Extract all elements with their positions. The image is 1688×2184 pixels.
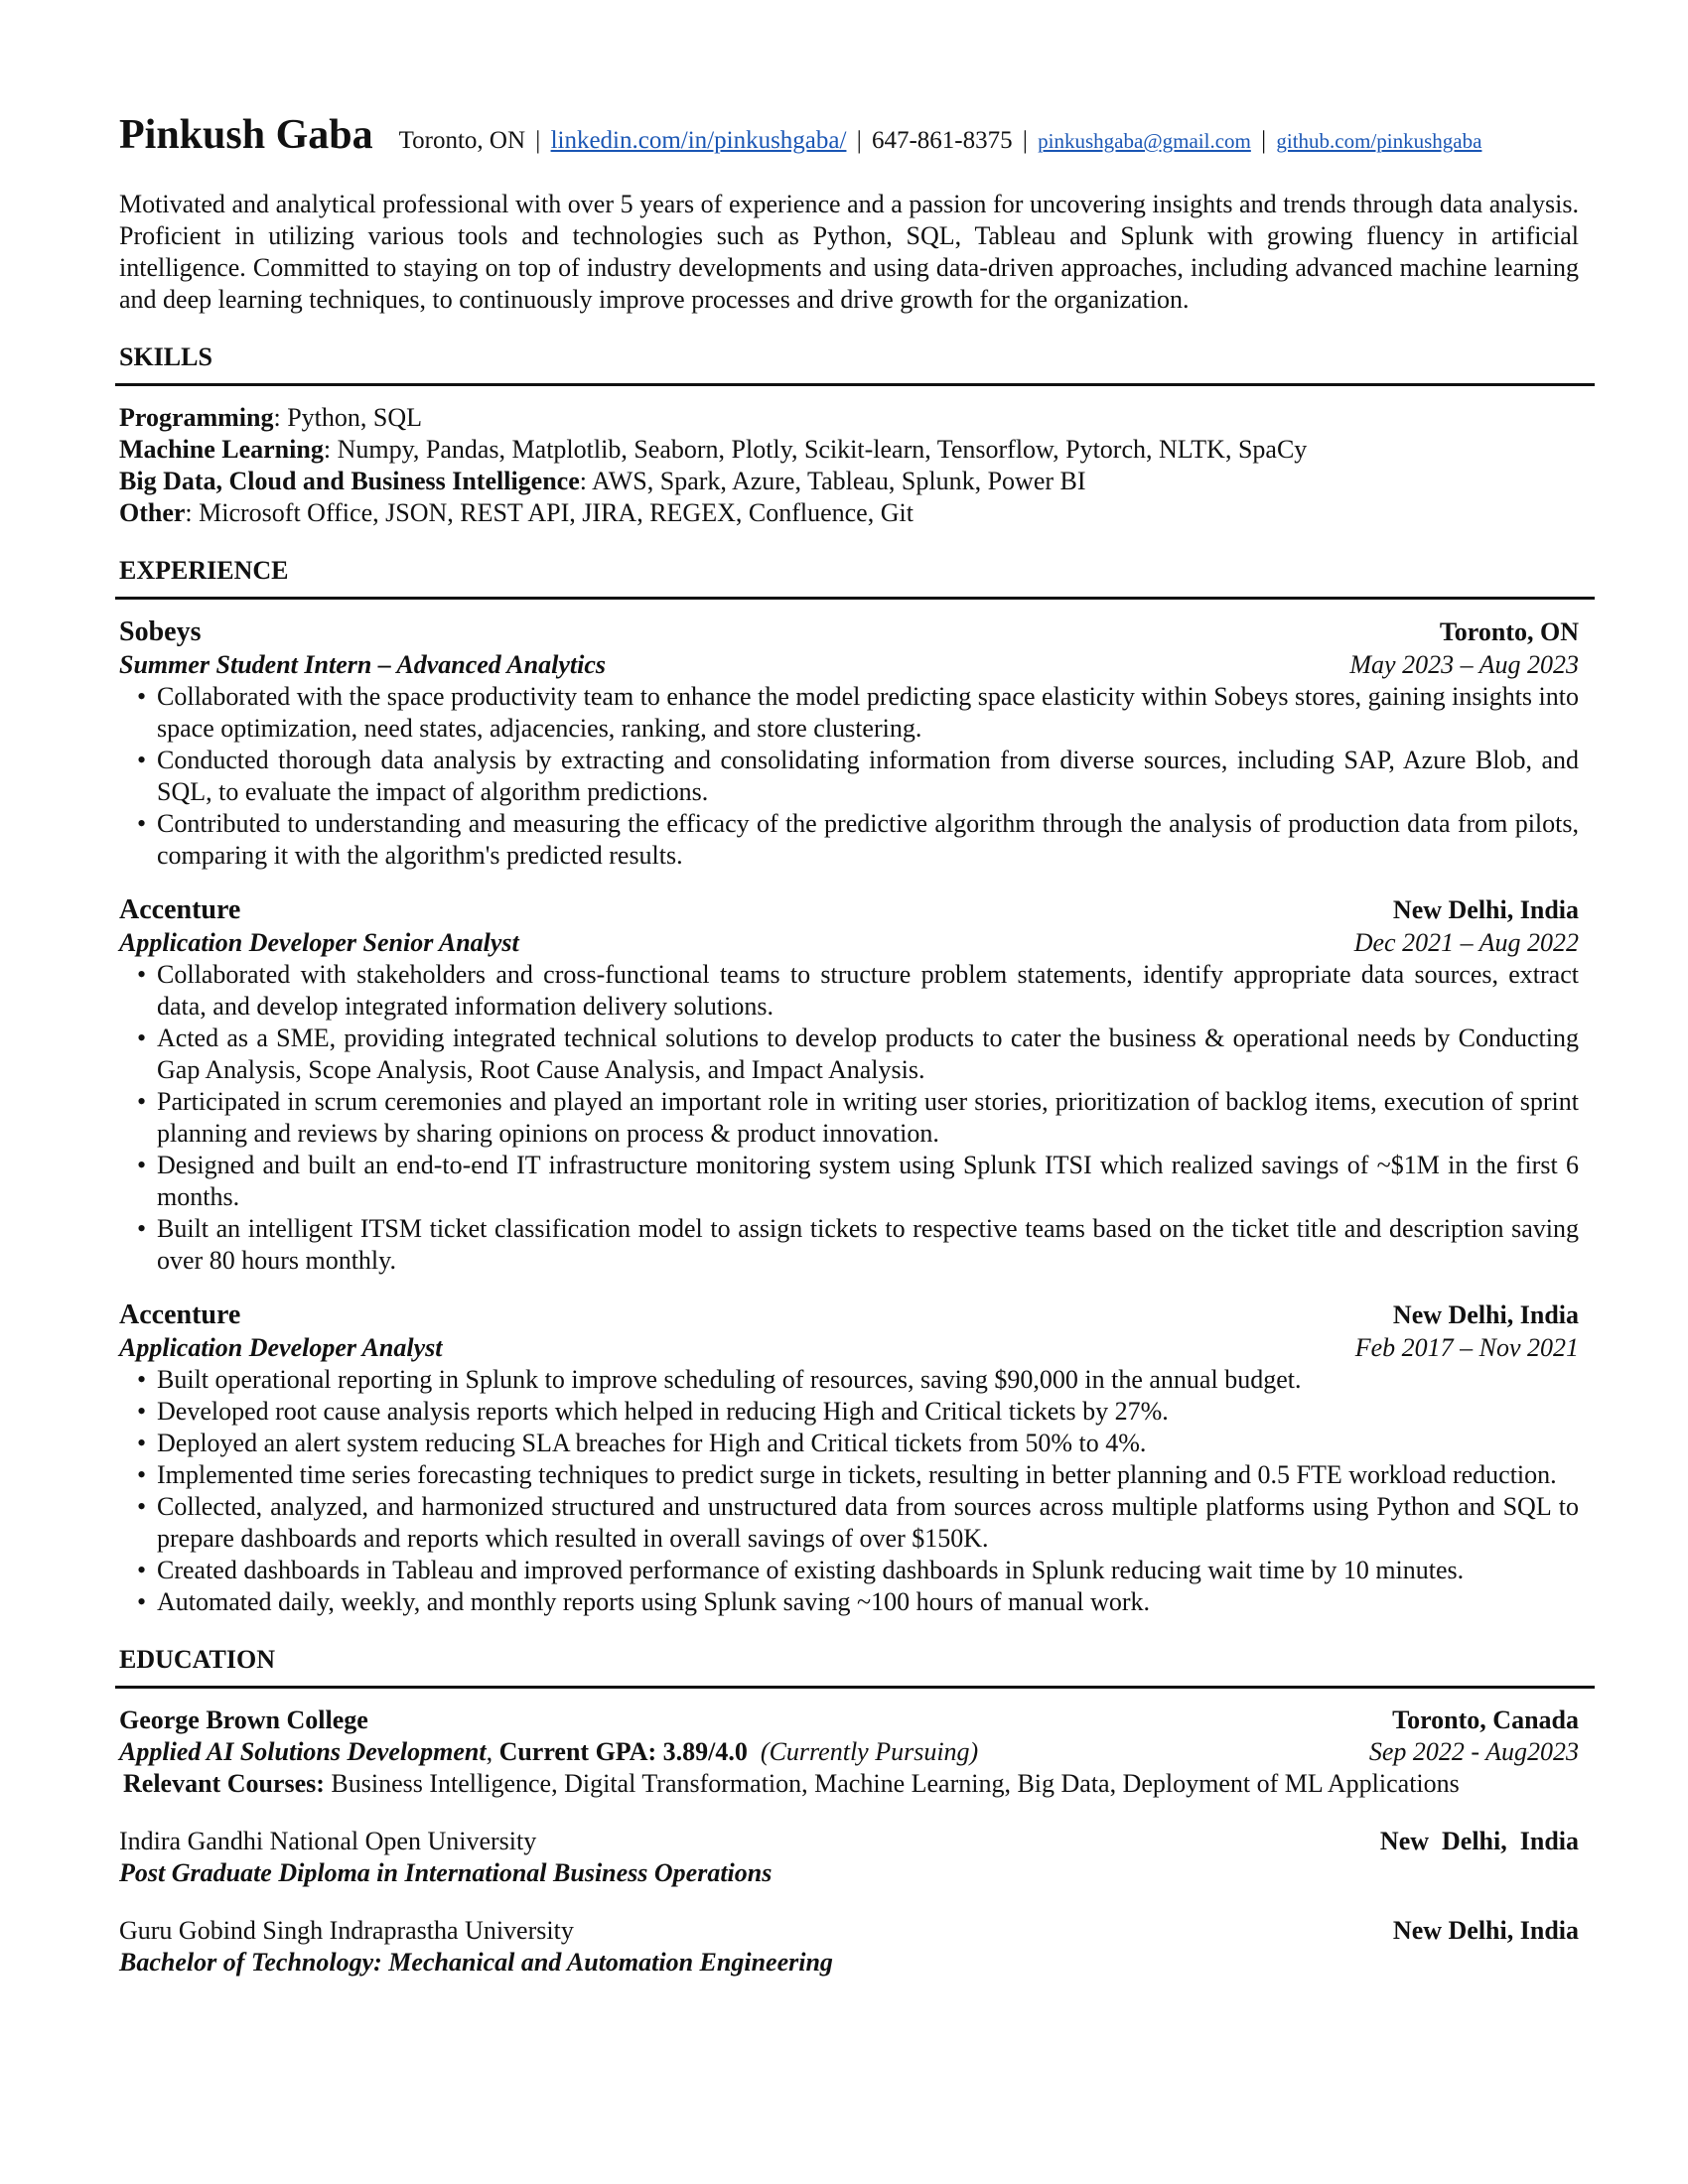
skill-label: Other: [119, 498, 186, 527]
resume-content: [119, 111, 1579, 2002]
skill-item-other: [119, 497, 1579, 529]
education-courses: [119, 1768, 1579, 1800]
bullet-text: Collected, analyzed, and harmonized structured and unstructured data from sources across multiple platforms using Python and SQL to prepare dashboards and reports which resulted in overall savings of over $150K.: [157, 1492, 1579, 1553]
job-subheader: [119, 1332, 1579, 1364]
list-item: [119, 1586, 1579, 1618]
job-accenture-analyst: [119, 1298, 1579, 1618]
list-item: [119, 959, 1579, 1023]
job-bullets: [119, 681, 1579, 872]
resume-header: [119, 111, 1579, 159]
bullet-icon: •: [137, 746, 147, 774]
bullet-icon: •: [137, 1492, 147, 1521]
job-location: Toronto, ON: [1439, 617, 1579, 646]
job-role: Application Developer Analyst: [119, 1333, 443, 1362]
github-link[interactable]: github.com/pinkushgaba: [1276, 129, 1482, 153]
list-item: [119, 1150, 1579, 1213]
education-heading: EDUCATION: [119, 1645, 275, 1674]
job-sobeys: [119, 615, 1579, 872]
bullet-text: Deployed an alert system reducing SLA breaches for High and Critical tickets from 50% to 4%.: [157, 1429, 1147, 1457]
job-subheader: [119, 649, 1579, 681]
bullet-text: Implemented time series forecasting techniques to predict surge in tickets, resulting in better planning and 0.5 FTE workload reduction.: [157, 1460, 1557, 1489]
education-header: [119, 1826, 1579, 1857]
education-school: Guru Gobind Singh Indraprastha University: [119, 1916, 574, 1945]
bullet-text: Collaborated with stakeholders and cross-functional teams to structure problem statements, identify appropriate data sources, extract data, and develop integrated information delivery solutions.: [157, 960, 1579, 1021]
list-item: [119, 681, 1579, 745]
bullet-icon: •: [137, 1214, 147, 1243]
list-item: [119, 1491, 1579, 1555]
job-role: Application Developer Senior Analyst: [119, 928, 519, 957]
separator: |: [1022, 127, 1028, 154]
education-degree: Applied AI Solutions Development: [119, 1737, 487, 1766]
skill-label: Big Data, Cloud and Business Intelligence: [119, 467, 580, 495]
courses-label: Relevant Courses:: [123, 1769, 325, 1798]
skill-item-big-data: [119, 466, 1579, 497]
education-gpa: Current GPA: 3.89/4.0: [498, 1737, 748, 1766]
job-subheader: [119, 927, 1579, 959]
summary-paragraph: Motivated and analytical professional with over 5 years of experience and a passion for uncovering insights and trends through data analysis. Proficient in utilizing various tools and technologies such as Python, SQL, Tableau and Splunk with growing fluency in artificial intelligence. Committed to staying on top of industry developments and using data-driven approaches, including advanced machine learning and deep learning techniques, to continuously improve processes and drive growth for the organization.: [119, 190, 1579, 314]
bullet-text: Built operational reporting in Splunk to improve scheduling of resources, saving $90,000 in the annual budget.: [157, 1365, 1302, 1394]
job-accenture-senior: [119, 893, 1579, 1277]
education-degree: Post Graduate Diploma in International Business Operations: [119, 1858, 773, 1887]
education-header: [119, 1705, 1579, 1736]
skill-label: Programming: [119, 403, 274, 432]
contact-line: [399, 125, 1482, 157]
skill-value: : Numpy, Pandas, Matplotlib, Seaborn, Plotly, Scikit-learn, Tensorflow, Pytorch, NLTK, SpaCy: [323, 435, 1308, 464]
bullet-text: Collaborated with the space productivity team to enhance the model predicting space elasticity within Sobeys stores, gaining insights into space optimization, need states, adjacencies, ranking, and store clustering.: [157, 682, 1579, 743]
contact-location: Toronto, ON: [398, 127, 526, 154]
job-bullets: [119, 1364, 1579, 1618]
email-link[interactable]: pinkushgaba@gmail.com: [1038, 129, 1251, 153]
bullet-icon: •: [137, 1024, 147, 1052]
job-location: New Delhi, India: [1392, 895, 1579, 924]
bullet-text: Acted as a SME, providing integrated technical solutions to develop products to cater the business & operational needs by Conducting Gap Analysis, Scope Analysis, Root Cause Analysis, and Impact Analysis.: [157, 1024, 1579, 1084]
job-dates: Dec 2021 – Aug 2022: [1353, 928, 1579, 957]
job-header: [119, 1298, 1579, 1332]
job-role: Summer Student Intern – Advanced Analytics: [119, 650, 606, 679]
skills-list: [119, 402, 1579, 529]
separator: |: [1261, 127, 1267, 154]
job-dates: May 2023 – Aug 2023: [1349, 650, 1579, 679]
section-divider: [115, 383, 1595, 386]
bullet-icon: •: [137, 809, 147, 838]
list-item: [119, 1396, 1579, 1428]
list-item: [119, 1213, 1579, 1277]
education-school: Indira Gandhi National Open University: [119, 1827, 537, 1855]
list-item: [119, 1459, 1579, 1491]
list-item: [119, 745, 1579, 808]
job-location: New Delhi, India: [1392, 1300, 1579, 1329]
bullet-text: Automated daily, weekly, and monthly reports using Splunk saving ~100 hours of manual work.: [157, 1587, 1150, 1616]
education-header: [119, 1915, 1579, 1947]
education-subheader: [119, 1736, 1579, 1768]
education-dates: Sep 2022 - Aug2023: [1368, 1737, 1579, 1766]
education-degree: Bachelor of Technology: Mechanical and Automation Engineering: [119, 1948, 833, 1977]
education-status: (Currently Pursuing): [760, 1737, 979, 1766]
list-item: [119, 1086, 1579, 1150]
list-item: [119, 1428, 1579, 1459]
skill-item-machine-learning: [119, 434, 1579, 466]
education-degree-line: Applied AI Solutions Development, Current GPA: 3.89/4.0 (Currently Pursuing): [119, 1737, 979, 1766]
skills-heading: SKILLS: [119, 342, 212, 371]
bullet-text: Participated in scrum ceremonies and played an important role in writing user stories, prioritization of backlog items, execution of sprint planning and reviews by sharing opinions on process & product innovation.: [157, 1087, 1579, 1148]
section-divider: [115, 597, 1595, 600]
bullet-icon: •: [137, 1460, 147, 1489]
bullet-text: Designed and built an end-to-end IT infrastructure monitoring system using Splunk ITSI which realized savings of ~$1M in the first 6 months.: [157, 1151, 1579, 1211]
skill-value: : AWS, Spark, Azure, Tableau, Splunk, Power BI: [579, 467, 1086, 495]
job-company: Accenture: [119, 894, 241, 925]
bullet-icon: •: [137, 1587, 147, 1616]
list-item: [119, 1555, 1579, 1586]
section-divider: [115, 1686, 1595, 1689]
bullet-text: Built an intelligent ITSM ticket classification model to assign tickets to respective teams based on the ticket title and description saving over 80 hours monthly.: [157, 1214, 1579, 1275]
education-ggsipu: [119, 1915, 1579, 1979]
job-dates: Feb 2017 – Nov 2021: [1354, 1333, 1579, 1362]
job-bullets: [119, 959, 1579, 1277]
separator: |: [535, 127, 541, 154]
skill-value: : Python, SQL: [273, 403, 423, 432]
bullet-icon: •: [137, 682, 147, 711]
bullet-text: Conducted thorough data analysis by extracting and consolidating information from diverse sources, including SAP, Azure Blob, and SQL, to evaluate the impact of algorithm predictions.: [157, 746, 1579, 806]
bullet-icon: •: [137, 1365, 147, 1394]
bullet-icon: •: [137, 1556, 147, 1584]
job-header: [119, 893, 1579, 927]
bullet-icon: •: [137, 1397, 147, 1426]
contact-phone: 647-861-8375: [871, 127, 1013, 154]
separator: |: [856, 127, 862, 154]
skill-item-programming: [119, 402, 1579, 434]
skill-value: : Microsoft Office, JSON, REST API, JIRA, REGEX, Confluence, Git: [185, 498, 914, 527]
bullet-text: Developed root cause analysis reports which helped in reducing High and Critical tickets by 27%.: [157, 1397, 1169, 1426]
bullet-text: Created dashboards in Tableau and improved performance of existing dashboards in Splunk reducing wait time by 10 minutes.: [157, 1556, 1465, 1584]
education-school: George Brown College: [119, 1706, 368, 1734]
education-ignou: [119, 1826, 1579, 1889]
education-location: Toronto, Canada: [1392, 1706, 1579, 1734]
list-item: [119, 808, 1579, 872]
bullet-icon: •: [137, 1151, 147, 1179]
skill-label: Machine Learning: [119, 435, 324, 464]
bullet-icon: •: [137, 1087, 147, 1116]
job-company: Accenture: [119, 1299, 241, 1330]
job-header: [119, 615, 1579, 649]
bullet-text: Contributed to understanding and measuring the efficacy of the predictive algorithm through the analysis of production data from pilots, comparing it with the algorithm's predicted results.: [157, 809, 1579, 870]
education-location: New Delhi, India: [1392, 1916, 1579, 1945]
job-company: Sobeys: [119, 616, 202, 647]
candidate-name: Pinkush Gaba: [119, 112, 373, 158]
linkedin-link[interactable]: linkedin.com/in/pinkushgaba/: [550, 127, 847, 154]
education-location: New Delhi, India: [1379, 1827, 1579, 1855]
list-item: [119, 1364, 1579, 1396]
experience-heading: EXPERIENCE: [119, 556, 289, 585]
bullet-icon: •: [137, 1429, 147, 1457]
courses-list: Business Intelligence, Digital Transformation, Machine Learning, Big Data, Deployment of ML Applications: [331, 1769, 1460, 1798]
education-george-brown: [119, 1705, 1579, 1800]
bullet-icon: •: [137, 960, 147, 989]
list-item: [119, 1023, 1579, 1086]
